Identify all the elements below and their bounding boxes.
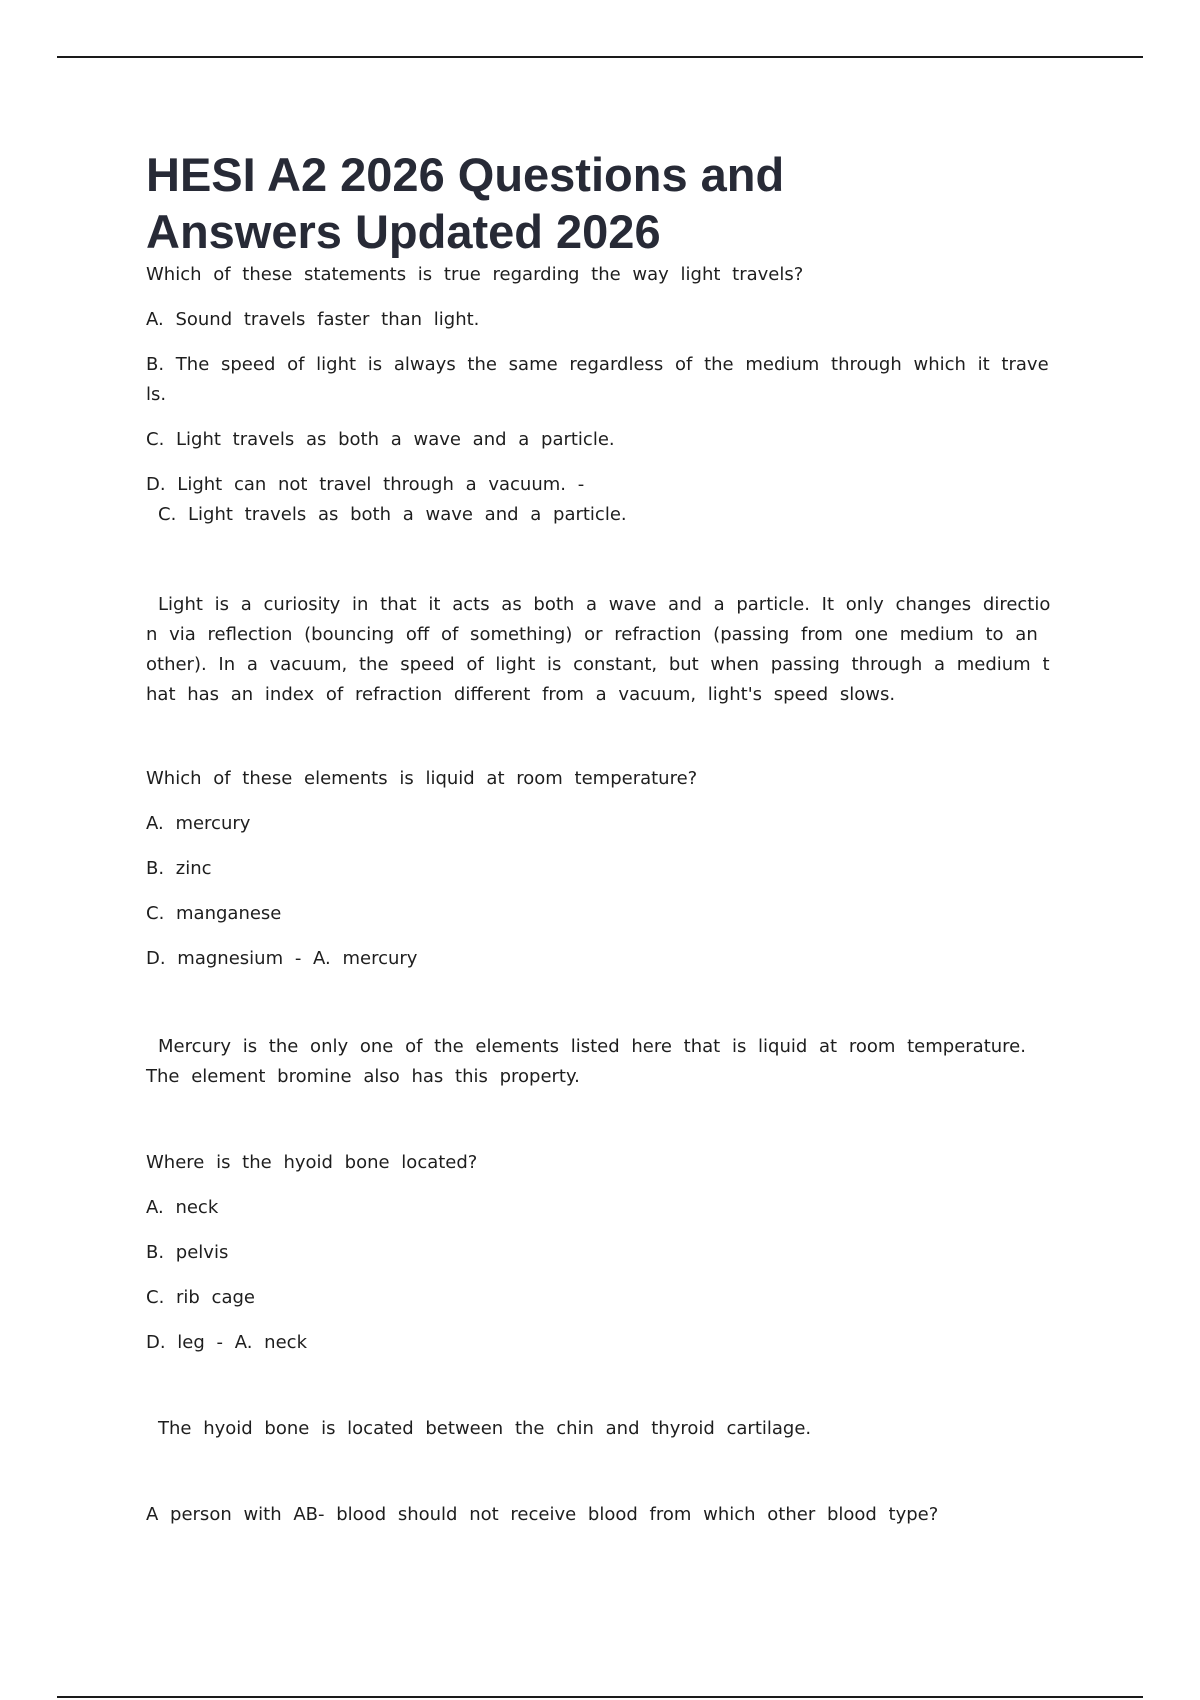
- document-title-line-2: Answers Updated 2026: [146, 205, 661, 258]
- page-top-rule: [57, 56, 1143, 58]
- explanation-text: [146, 1032, 1056, 1092]
- option-a: A. neck: [146, 1197, 219, 1218]
- document-title-line-1: HESI A2 2026 Questions and: [146, 148, 785, 201]
- question-text: A person with AB- blood should not receive blood from which other blood type?: [146, 1504, 939, 1525]
- option-d: D. Light can not travel through a vacuum. -: [146, 474, 585, 495]
- question-block-2: [146, 764, 1056, 1092]
- explanation-body: Light is a curiosity in that it acts as both a wave and a particle. It only changes directio n via reflection (bouncing off of something) or refraction (passing from one medium to an other). In a vacuum, the speed of light is constant, but when passing through a medium t hat has an index of refraction different from a vacuum, light's speed slows.: [146, 594, 1063, 705]
- option-b: B. pelvis: [146, 1242, 229, 1263]
- option-c: C. Light travels as both a wave and a particle.: [146, 429, 615, 450]
- question-block-4: [146, 1500, 1056, 1530]
- option-a: A. Sound travels faster than light.: [146, 309, 480, 330]
- answer-text: C. Light travels as both a wave and a particle.: [158, 504, 627, 525]
- option-c: C. rib cage: [146, 1287, 255, 1308]
- explanation-body: Mercury is the only one of the elements listed here that is liquid at room temperature. The element bromine also has this property.: [146, 1036, 1038, 1087]
- question-block-1: [146, 260, 1063, 710]
- option-a: A. mercury: [146, 813, 251, 834]
- option-c: C. manganese: [146, 903, 282, 924]
- question-text: Where is the hyoid bone located?: [146, 1152, 478, 1173]
- question-text: Which of these elements is liquid at room temperature?: [146, 768, 698, 789]
- option-b: B. The speed of light is always the same regardless of the medium through which it trave ls.: [146, 354, 1061, 405]
- option-b: B. zinc: [146, 858, 212, 879]
- document-body: [146, 146, 1063, 1530]
- document-title: [146, 146, 1056, 260]
- explanation-body: The hyoid bone is located between the chin and thyroid cartilage.: [158, 1418, 812, 1439]
- option-d-with-answer: D. magnesium - A. mercury: [146, 948, 418, 969]
- explanation-text: [146, 1414, 1056, 1444]
- page-bottom-rule: [57, 1696, 1143, 1698]
- explanation-text: [146, 590, 1063, 710]
- question-text: Which of these statements is true regarding the way light travels?: [146, 264, 804, 285]
- option-d-with-answer: D. leg - A. neck: [146, 1332, 307, 1353]
- question-block-3: [146, 1148, 1056, 1444]
